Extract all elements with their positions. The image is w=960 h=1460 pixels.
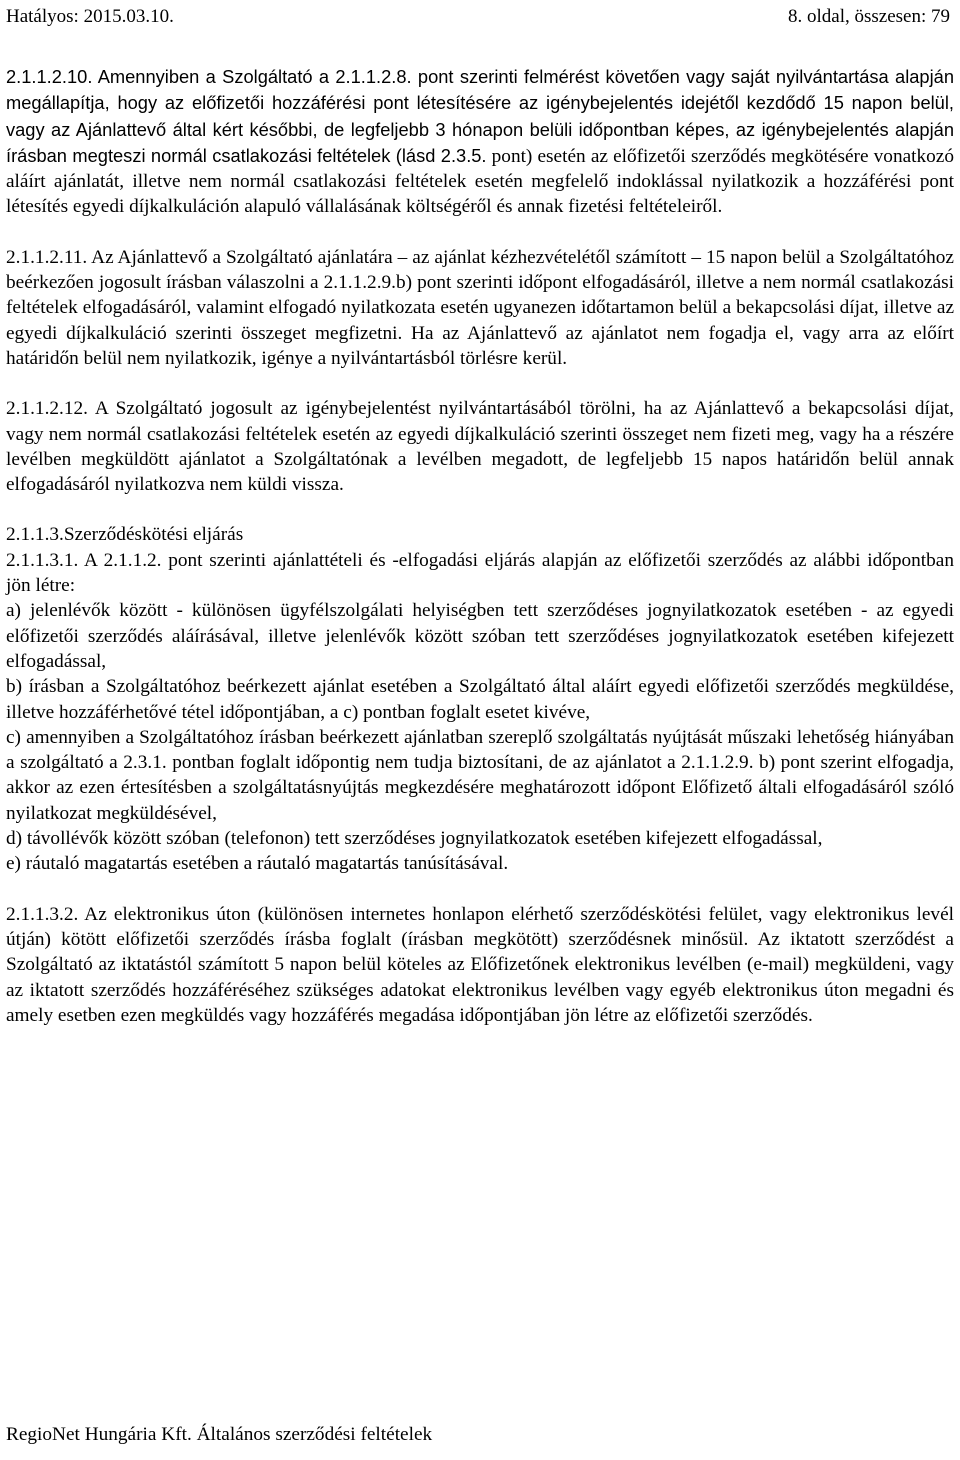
paragraph-text-serif: pont) esetén az előfizetői szerződés megkötésére vonatkozó aláírt ajánlatát, illetve nem normál csatlakozási feltételek esetén megfelelő indoklással nyilatkozik a hozzáférési pont létesítés egyedi díjkalkuláción alapuló vállalásának költségéről és annak fizetési feltételeiről. (6, 145, 954, 218)
list-item-d: d) távollévők között szóban (telefonon) tett szerződéses jognyilatkozatok esetében kifejezett elfogadással, (6, 828, 823, 850)
paragraph-2-1-1-3-2: 2.1.1.3.2. Az elektronikus úton (különösen internetes honlapon elérhető szerződéskötési felület, vagy elektronikus levél útján) kötött előfizetői szerződés írásba foglalt (írásban megkötött) szerződésnek minősül. Az iktatott szerződést a Szolgáltató az iktatástól számított 5 napon belül köteles az Előfizetőnek elektronikus levélben (e-mail) megküldeni, vagy az iktatott szerződés hozzáféréséhez szükséges adatokat elektronikus levélben vagy egyéb elektronikus úton megadni és amely esetben ezen megküldés vagy hozzáférés megadása időpontjában jön létre az előfizetői szerződés. (6, 903, 954, 1026)
list-item-c: c) amennyiben a Szolgáltatóhoz írásban beérkezett ajánlatban szereplő szolgáltatás nyújtását műszaki lehetőség hiányában a szolgáltató a 2.3.1. pontban foglalt időpontig nem tudja biztosítani, de az ajánlatot a 2.1.1.2.9. b) pont szerint elfogadja, akkor az ezen értesítésben a szolgáltatásnyújtás megkezdésére meghatározott időpont Előfizető általi elfogadásáról szóló nyilatkozat megküldésével, (6, 726, 954, 824)
effective-date: Hatályos: 2015.03.10. (6, 6, 174, 27)
paragraph-2-1-1-3-1: 2.1.1.3.1. A 2.1.1.2. pont szerinti ajánlattételi és -elfogadási eljárás alapján az előfizetői szerződés az alábbi időpontban jön létre: (6, 549, 954, 597)
page-footer: RegioNet Hungária Kft. Általános szerződési feltételek (6, 1424, 433, 1445)
paragraph-text-sans: 2.1.1.2.10. Amennyiben a Szolgáltató a 2.1.1.2.8. pont szerinti felmérést követően vagy saját nyilvántartása alapján megállapítja, hogy az előfizetői hozzáférési pont létesítésére az igénybejelentés idejétől kezdődő 15 napon belül, vagy az Ajánlattevő által kért későbbi, de legfeljebb 3 hónapon belüli időpontban képes, az igénybejelentés alapján írásban megteszi normál csatlakozási feltételek (lásd 2.3.5. (6, 66, 954, 166)
document-body (6, 64, 954, 1028)
section-heading: 2.1.1.3.Szerződéskötési eljárás (6, 524, 244, 546)
page-header (6, 2, 950, 32)
paragraph-2-1-1-2-10 (6, 64, 954, 220)
list-item-a: a) jelenlévők között - különösen ügyfélszolgálati helyiségben tett szerződéses jognyilatkozatok esetében - az egyedi előfizetői szerződés aláírásával, illetve jelenlévők között szóban tett szerződéses jognyilatkozatok esetében kifejezett elfogadással, (6, 600, 954, 672)
list-item-b: b) írásban a Szolgáltatóhoz beérkezett ajánlat esetében a Szolgáltató által aláírt egyedi előfizetői szerződés megküldése, illetve hozzáférhetővé tétel időpontjában, a c) pontban foglalt esetet kivéve, (6, 676, 954, 723)
page-number: 8. oldal, összesen: 79 (787, 6, 950, 27)
paragraph-2-1-1-2-11: 2.1.1.2.11. Az Ajánlattevő a Szolgáltató ajánlatára – az ajánlat kézhezvételétől számított – 15 napon belül a Szolgáltatóhoz beérkezően jogosult írásban válaszolni a 2.1.1.2.9.b) pont szerinti időpont elfogadásáról, illetve a nem normál csatlakozási feltételek elfogadásáról, valamint elfogadó nyilatkozata esetén ugyanezen időtartamon belül a bekapcsolási díjat, illetve az egyedi díjkalkuláció szerinti összeget megfizetni. Ha az Ajánlattevő az ajánlatot nem fogadja el, vagy arra az előírt határidőn belül nem nyilatkozik, igénye a nyilvántartásból törlésre kerül. (6, 246, 954, 369)
list-item-e: e) ráutaló magatartás esetében a ráutaló magatartás tanúsításával. (6, 853, 509, 875)
paragraph-2-1-1-2-12: 2.1.1.2.12. A Szolgáltató jogosult az igénybejelentést nyilvántartásából törölni, ha az Ajánlattevő a bekapcsolási díjat, vagy nem normál csatlakozási feltételek esetén az egyedi díjkalkuláció szerinti összeget nem fizeti meg, vagy ha a részére levélben megküldött ajánlatot a Szolgáltatónak a levélben megadott, de legfeljebb 15 napos határidőn belül annak elfogadásáról nyilatkozva nem küldi vissza. (6, 398, 954, 496)
